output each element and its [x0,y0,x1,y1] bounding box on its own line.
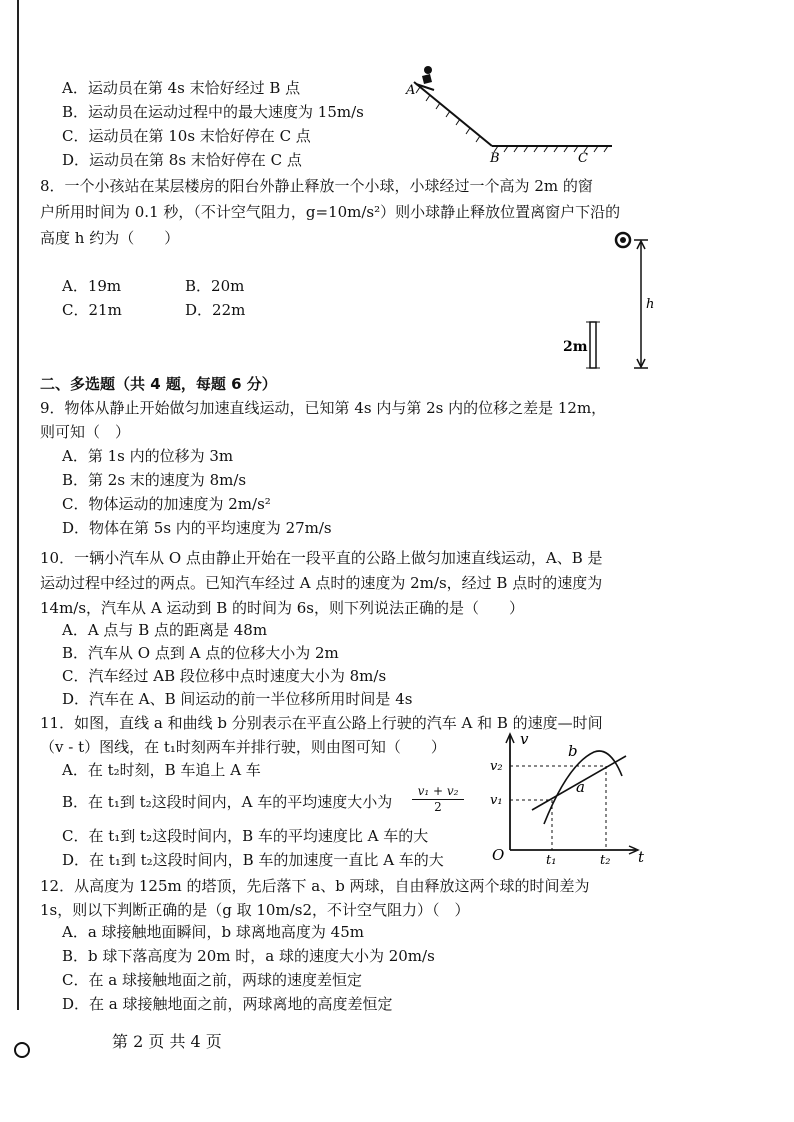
height-label: h [646,297,655,312]
curve-b-label: b [568,742,578,760]
q11-stem-line-1: 11．如图，直线 a 和曲线 b 分别表示在平直公路上行驶的汽车 A 和 B 的速度—时间 [40,714,603,732]
q12-option-a: A．a 球接触地面瞬间，b 球离地高度为 45m [62,923,364,941]
window-height-label: 2m [563,339,588,355]
q12-option-d: D．在 a 球接触地面之前，两球离地的高度差恒定 [62,995,393,1013]
q8-option-a: A．19m [62,277,122,295]
q11-vt-graph [486,728,656,868]
fraction-numerator: v₁ + v₂ [412,784,464,800]
q8-stem-line-3: 高度 h 约为（ ） [40,229,180,247]
q11-option-b: B．在 t₁到 t₂这段时间内，A 车的平均速度大小为 [62,793,393,811]
t-axis-label: t [638,848,645,866]
q12-option-c: C．在 a 球接触地面之前，两球的速度差恒定 [62,971,362,989]
q11-option-a: A．在 t₂时刻，B 车追上 A 车 [62,761,261,779]
q10-stem-line-1: 10．一辆小汽车从 O 点由静止开始在一段平直的公路上做匀加速直线运动，A、B 是 [40,549,603,567]
q11-stem-line-2: （v - t）图线，在 t₁时刻两车并排行驶，则由图可知（ ） [40,738,446,756]
q8-stem-line-2: 户所用时间为 0.1 秒，（不计空气阻力，g=10m/s²）则小球静止释放位置离窗户下沿的 [40,203,621,221]
binding-hole-mark [14,1042,30,1058]
point-b-label: B [490,151,500,166]
q8-stem-line-1: 8．一个小孩站在某层楼房的阳台外静止释放一个小球，小球经过一个高为 2m 的窗 [40,177,593,195]
q11-option-d: D．在 t₁到 t₂这段时间内，B 车的加速度一直比 A 车的大 [62,851,444,869]
origin-label: O [492,846,505,864]
fraction-denominator: 2 [434,800,442,814]
q9-option-a: A．第 1s 内的位移为 3m [62,447,234,465]
slope-hatching [416,87,480,142]
section-title: 二、多选题（共 4 题，每题 6 分） [40,375,277,393]
q8-option-b: B．20m [185,277,245,295]
q10-option-c: C．汽车经过 AB 段位移中点时速度大小为 8m/s [62,667,387,685]
q10-option-d: D．汽车在 A、B 间运动的前一半位移所用时间是 4s [62,690,413,708]
q8-window-figure [560,230,670,380]
binding-margin-line [17,0,19,1010]
q12-stem-line-1: 12．从高度为 125m 的塔顶，先后落下 a、b 两球，自由释放这两个球的时间差为 [40,877,590,895]
q9-option-b: B．第 2s 末的速度为 8m/s [62,471,247,489]
q7-option-b: B．运动员在运动过程中的最大速度为 15m/s [62,103,364,121]
q10-option-a: A．A 点与 B 点的距离是 48m [62,621,268,639]
q12-option-b: B．b 球下落高度为 20m 时，a 球的速度大小为 20m/s [62,947,435,965]
q10-stem-line-2: 运动过程中经过的两点。已知汽车经过 A 点时的速度为 2m/s，经过 B 点时的速度为 [40,574,603,592]
q11-fraction [412,784,464,815]
q9-option-c: C．物体运动的加速度为 2m/s² [62,495,271,513]
q9-stem-line-1: 9．物体从静止开始做匀加速直线运动，已知第 4s 内与第 2s 内的位移之差是 12m， [40,399,607,417]
q9-option-d: D．物体在第 5s 内的平均速度为 27m/s [62,519,332,537]
q7-option-c: C．运动员在第 10s 末恰好停在 C 点 [62,127,311,145]
t2-label: t₂ [600,853,611,868]
q7-slope-figure [400,58,620,168]
v1-label: v₁ [490,793,503,808]
q7-option-d: D．运动员在第 8s 末恰好停在 C 点 [62,151,302,169]
point-c-label: C [578,151,588,166]
q10-stem-line-3: 14m/s，汽车从 A 运动到 B 的时间为 6s，则下列说法正确的是（ ） [40,599,525,617]
point-a-label: A [406,83,416,98]
page-number: 第 2 页 共 4 页 [112,1032,222,1051]
q11-option-c: C．在 t₁到 t₂这段时间内，B 车的平均速度比 A 车的大 [62,827,429,845]
window-rect [590,322,596,368]
v-axis-label: v [520,730,529,748]
v2-label: v₂ [490,759,503,774]
q8-option-d: D．22m [185,301,246,319]
q8-option-c: C．21m [62,301,122,319]
q7-option-a: A．运动员在第 4s 末恰好经过 B 点 [62,79,301,97]
q10-option-b: B．汽车从 O 点到 A 点的位移大小为 2m [62,644,339,662]
q9-stem-line-2: 则可知（ ） [40,423,131,441]
line-a-label: a [576,778,585,796]
q12-stem-line-2: 1s，则以下判断正确的是（g 取 10m/s2，不计空气阻力）（ ） [40,901,470,919]
t1-label: t₁ [546,853,557,868]
